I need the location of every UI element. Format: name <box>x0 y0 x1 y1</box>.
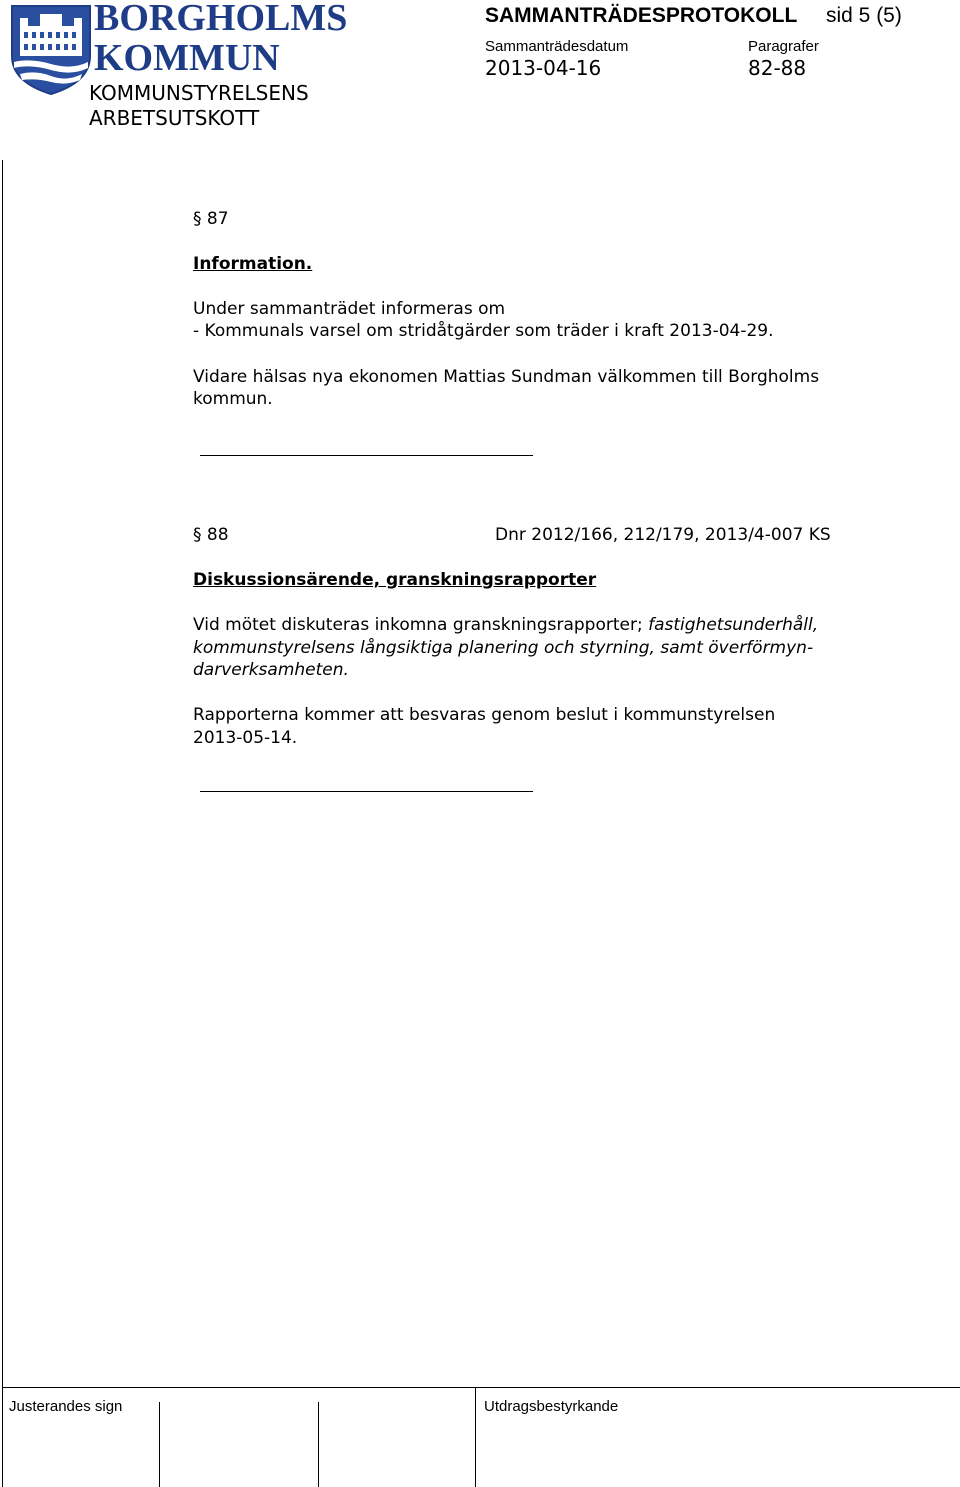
footer-middle-divider <box>475 1387 476 1487</box>
meeting-date-label: Sammanträdesdatum <box>485 38 629 55</box>
section-88-p1-intro: Vid mötet diskuteras inkomna granskningsrapporter; <box>193 615 649 635</box>
section-separator <box>200 791 533 792</box>
section-88-dnr: Dnr 2012/166, 212/179, 2013/4-007 KS <box>495 525 831 545</box>
logo-wordmark-line2: KOMMUN <box>94 37 280 79</box>
utdragsbestyrkande-label: Utdragsbestyrkande <box>484 1398 619 1415</box>
section-88-paragraph1-line3: darverksamheten. <box>193 660 349 680</box>
section-87-line4: kommun. <box>193 389 273 409</box>
meeting-date-value: 2013-04-16 <box>485 56 602 80</box>
footer-top-line <box>2 1387 960 1388</box>
section-separator <box>200 455 533 456</box>
document-title: SAMMANTRÄDESPROTOKOLL <box>485 4 798 27</box>
paragraphs-value: 82-88 <box>748 56 807 80</box>
section-88-paragraph2-line1: Rapporterna kommer att besvaras genom beslut i kommunstyrelsen <box>193 705 776 725</box>
section-87-heading: Information. <box>193 254 313 274</box>
section-88-paragraph1-line1 <box>193 614 818 636</box>
section-88-heading: Diskussionsärende, granskningsrapporter <box>193 570 597 590</box>
page-number: sid 5 (5) <box>826 4 902 27</box>
section-88-paragraph1-line2: kommunstyrelsens långsiktiga planering och styrning, samt överförmyn- <box>193 638 814 658</box>
sign-box-divider <box>159 1402 160 1487</box>
paragraphs-label: Paragrafer <box>748 38 819 55</box>
section-88-number: § 88 <box>193 525 229 545</box>
logo-wordmark-line1: BORGHOLMS <box>94 0 348 39</box>
left-margin-line <box>2 160 3 1487</box>
section-88-paragraph2-line2: 2013-05-14. <box>193 728 298 748</box>
section-87-line2: - Kommunals varsel om stridåtgärder som träder i kraft 2013-04-29. <box>193 321 774 341</box>
sign-box-divider <box>318 1402 319 1487</box>
borgholm-crest-icon <box>10 4 92 96</box>
org-name-line1: KOMMUNSTYRELSENS <box>89 81 309 105</box>
section-88-p1-italic-a: fastighetsunderhåll, <box>648 615 819 635</box>
section-87-number: § 87 <box>193 209 229 229</box>
org-name-line2: ARBETSUTSKOTT <box>89 106 260 130</box>
section-87-line1: Under sammanträdet informeras om <box>193 299 506 319</box>
justerandes-sign-label: Justerandes sign <box>9 1398 123 1415</box>
section-87-line3: Vidare hälsas nya ekonomen Mattias Sundman välkommen till Borgholms <box>193 367 820 387</box>
